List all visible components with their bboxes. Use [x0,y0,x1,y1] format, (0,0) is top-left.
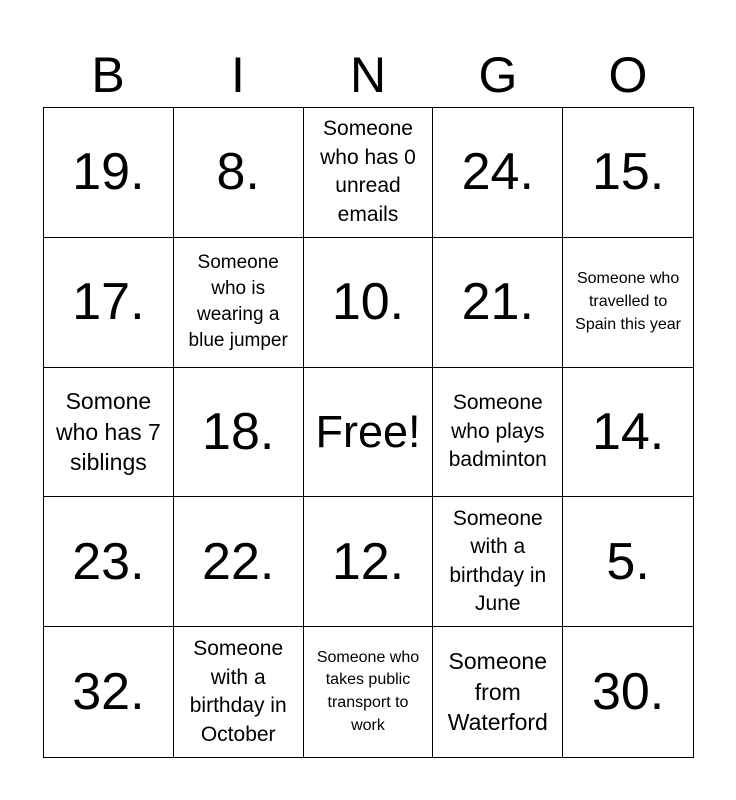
bingo-cell[interactable] [44,627,174,757]
bingo-cell[interactable] [174,368,304,498]
cell-number: 17. [72,273,145,332]
header-letter-g: G [478,47,518,103]
cell-prompt: Someone who travelled to Spain this year [575,270,682,333]
bingo-cell[interactable] [174,238,304,368]
cell-prompt: Someone from Waterford [447,648,548,736]
bingo-cell[interactable] [44,108,174,238]
header-letter-b: B [91,47,125,103]
bingo-cell[interactable] [174,627,304,757]
cell-number: 15. [591,143,665,202]
cell-prompt: Someone who takes public transport to work [316,648,420,734]
cell-number: 14. [591,402,665,461]
bingo-cell[interactable] [304,497,434,627]
bingo-cell[interactable] [174,108,304,238]
cell-number: 18. [202,402,275,461]
cell-number: 5. [606,532,650,591]
cell-prompt: Someone who has 0 unread emails [320,117,416,226]
cell-number: 19. [72,143,145,202]
header-letter-o: O [608,47,648,103]
bingo-cell[interactable] [304,238,434,368]
cell-number: 8. [216,143,260,202]
bingo-cell[interactable] [433,108,563,238]
cell-number: 23. [72,532,145,591]
bingo-cell[interactable] [563,497,693,627]
bingo-cell[interactable] [433,368,563,498]
bingo-cell[interactable] [44,238,174,368]
bingo-cell[interactable] [563,108,693,238]
cell-prompt: Someone who is wearing a blue jumper [188,252,288,352]
bingo-cell[interactable] [433,627,563,757]
cell-prompt: Someone with a birthday in June [449,506,547,616]
bingo-cell[interactable] [563,627,693,757]
header-letter-i: I [231,47,245,103]
bingo-cell[interactable] [304,627,434,757]
free-space-cell[interactable] [304,368,434,498]
cell-number: 32. [72,663,145,722]
cell-prompt: Someone who plays badminton [448,391,547,472]
cell-number: 10. [331,273,405,332]
bingo-cell[interactable] [563,238,693,368]
cell-number: 21. [461,273,534,332]
cell-prompt: Somone who has 7 siblings [55,388,161,476]
bingo-cell[interactable] [174,497,304,627]
header-letter-n: N [349,47,387,103]
bingo-cell[interactable] [433,497,563,627]
bingo-cell[interactable] [563,368,693,498]
bingo-cell[interactable] [433,238,563,368]
bingo-cell[interactable] [44,368,174,498]
bingo-cell[interactable] [44,497,174,627]
cell-number: 30. [591,663,665,722]
bingo-board [43,107,694,758]
cell-number: 12. [331,532,405,591]
bingo-cell[interactable] [304,108,434,238]
cell-number: 24. [461,143,534,202]
bingo-header [43,44,693,106]
cell-prompt: Someone with a birthday in October [189,637,287,746]
cell-number: 22. [202,532,275,591]
free-label: Free! [315,406,421,458]
